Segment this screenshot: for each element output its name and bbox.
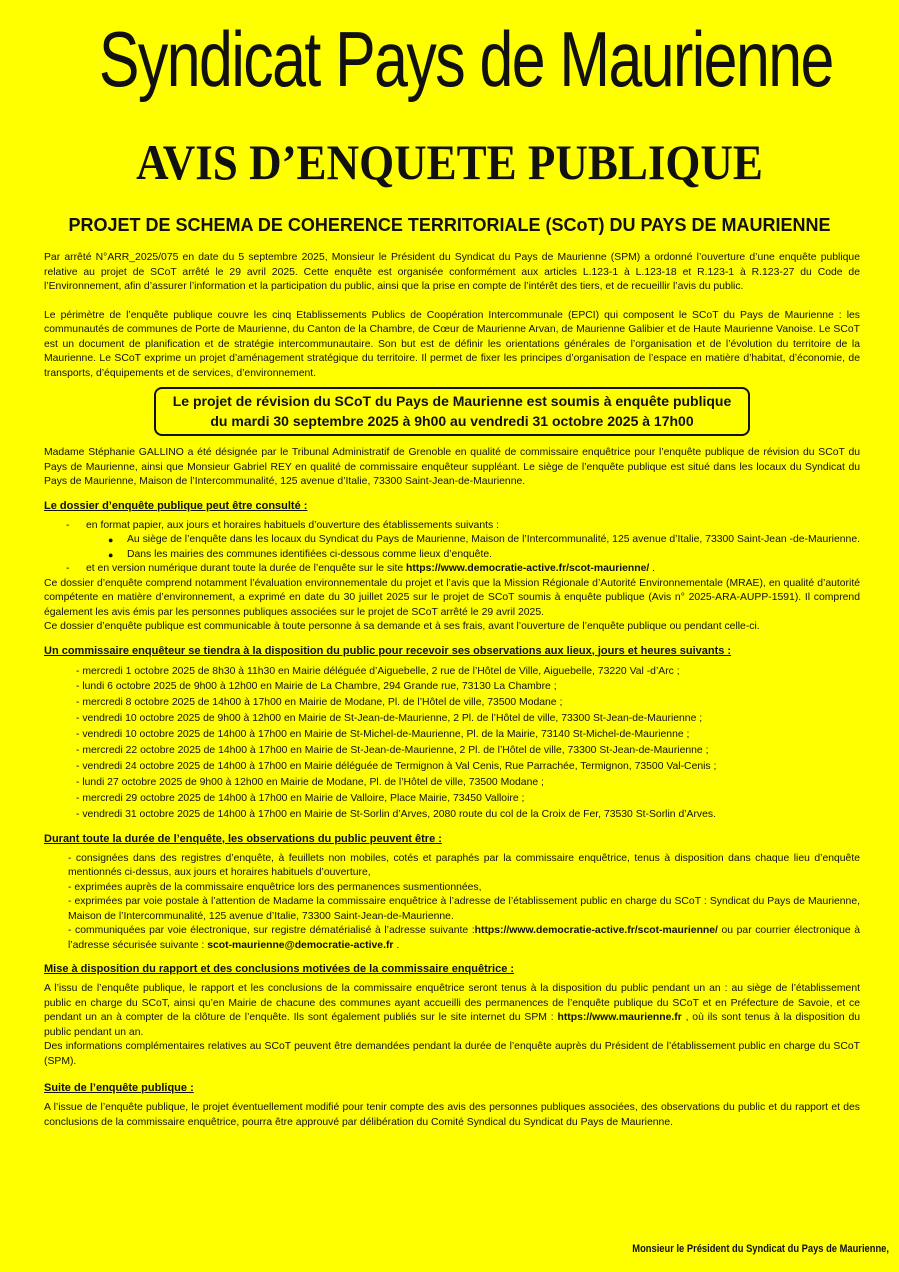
enquiry-box-line-2: du mardi 30 septembre 2025 à 9h00 au vendredi 31 octobre 2025 à 17h00 (210, 413, 694, 429)
bullet-icon: ● (108, 549, 114, 560)
rapport-suffix: , où ils sont tenus à la disposition du public pendant un an. (44, 1012, 860, 1038)
list-item: - lundi 6 octobre 2025 de 9h00 à 12h00 en Mairie de La Chambre, 294 Grande rue, 73130 La Chambre ; (76, 681, 557, 693)
list-item: - lundi 27 octobre 2025 de 9h00 à 12h00 en Mairie de Modane, Pl. de l’Hôtel de ville, 73500 Modane ; (76, 776, 544, 788)
list-item: - mercredi 22 octobre 2025 de 14h00 à 17h00 en Mairie de St-Jean-de-Maurienne, 2 Pl. de l’Hôtel de ville, 73300 St-Jean-de-Maurienne ; (76, 745, 709, 757)
organisation-title: Syndicat Pays de Maurienne (98, 15, 833, 103)
registry-email-link[interactable]: scot-maurienne@democratie-active.fr (207, 939, 394, 951)
dash-marker: - (66, 563, 70, 574)
observation-electronic-suffix: . (393, 939, 400, 951)
observation-item-postal: - exprimées par voie postale à l’attention de Madame la commissaire enquêtrice à l’adresse de l’établissement public en charge du SCoT : Syndicat du Pays de Maurienne, Maison de l’Intercommunalité, 125 avenue d’Italie, 73300 Saint-Jean-de-Maurienne. (68, 896, 860, 922)
bullet-icon: ● (108, 535, 114, 545)
dossier-digital-suffix: . (649, 563, 656, 574)
list-item: - mercredi 8 octobre 2025 de 14h00 à 17h00 en Mairie de Modane, Pl. de l’Hôtel de ville, 73500 Modane ; (76, 697, 563, 709)
observation-electronic-mid: ou par courrier électronique à l’adresse sécurisée suivante : (68, 925, 860, 951)
dossier-item-digital (44, 562, 860, 577)
permanences-list (44, 664, 860, 823)
enquiry-dates-box (154, 387, 750, 436)
intro-paragraph-1: Par arrêté N°ARR_2025/075 en date du 5 septembre 2025, Monsieur le Président du Syndicat du Pays de Maurienne (SPM) a ordonné l’ouverture d’une enquête publique relative au projet de SCoT arrêté le 29 avril 2025. Cette enquête est organisée conformément aux articles L.123-1 à L.123-18 et R.123-1 à R.123-27 du Code de l’Environnement, afin d’assurer l’information et la participation du public, ainsi que la prise en compte de l’intérêt des tiers, et de recueillir l’avis du public. (44, 252, 860, 292)
dossier-sub-item-mairies (44, 548, 860, 563)
permanences-heading: Un commissaire enquêteur se tiendra à la disposition du public pour recevoir ses observations aux lieux, jours et heures suivants : (44, 644, 732, 657)
spm-website-link[interactable]: https://www.maurienne.fr (557, 1012, 682, 1024)
dossier-sub-item-mairies-text: Dans les mairies des communes identifiées ci-dessous comme lieux d’enquête. (127, 548, 492, 560)
list-item: - vendredi 24 octobre 2025 de 14h00 à 17h00 en Mairie déléguée de Termignon à Val Cenis, Rue Parrachée, Termignon, 73500 Val-Cenis ; (76, 760, 717, 772)
list-item: - mercredi 1 octobre 2025 de 8h30 à 11h30 en Mairie déléguée d’Aiguebelle, 2 rue de l’Hôtel de Ville, Aiguebelle, 73220 Val -d’Arc ; (76, 665, 680, 677)
observation-item-registers: - consignées dans des registres d’enquête, à feuillets non mobiles, cotés et paraphés par la commissaire enquêtrice, tenus à disposition dans chaque lieu d’enquête mentionnés ci-dessus, aux jours et horaires habituels d’ouverture, (68, 852, 860, 879)
list-item: - vendredi 10 octobre 2025 de 9h00 à 12h00 en Mairie de St-Jean-de-Maurienne, 2 Pl. de l’Hôtel de ville, 73300 St-Jean-de-Maurienne ; (76, 713, 703, 725)
rapport-text: A l’issu de l’enquête publique, le rapport et les conclusions de la commissaire enquêtrice seront tenus à la disposition du public pendant un an : au siège de l’établissement public en charge du SCoT, ainsi qu’en Mairie de chacune des communes ayant accueilli des permanences de l’enquête publique du SCoT et en Préfecture de Savoie, et ce pendant un an à compter de la clôture de l’enquête. Ils sont également publiés sur le site internet du SPM : (44, 983, 860, 1024)
dossier-item-paper-text: en format papier, aux jours et horaires habituels d’ouverture des établissements suivants : (86, 519, 499, 531)
commissioner-paragraph: Madame Stéphanie GALLINO a été désignée par le Tribunal Administratif de Grenoble en qualité de commissaire enquêtrice pour l’enquête publique de révision du SCoT du Pays de Maurienne, ainsi que Monsieur Gabriel REY en qualité de commissaire enquêteur suppléant. Le siège de l’enquête publique est situé dans les locaux du Syndicat du Pays de Maurienne, Maison de l’Intercommunalité, 125 avenue d’Italie, 73300 Saint-Jean-de-Maurienne. (44, 447, 860, 487)
dossier-heading: Le dossier d’enquête publique peut être consulté : (44, 499, 308, 512)
suite-paragraph: A l’issue de l’enquête publique, le projet éventuellement modifié pour tenir compte des avis des personnes publiques associées, des observations du public et du rapport et des conclusions de la commissaire enquêtrice, pourra être approuvé par délibération du Comité Syndical du Syndicat du Pays de Maurienne. (44, 1102, 860, 1128)
observations-heading: Durant toute la durée de l’enquête, les observations du public peuvent être : (44, 832, 442, 845)
list-item: - vendredi 31 octobre 2025 de 14h00 à 17h00 en Mairie de St-Sorlin d’Arves, 2080 route du col de la Croix de Fer, 73530 St-Sorlin d’Arves. (76, 808, 716, 820)
dossier-sub-item-seat (44, 533, 860, 548)
rapport-heading: Mise à disposition du rapport et des conclusions motivées de la commissaire enquêtrice : (44, 963, 515, 976)
observations-list (44, 852, 860, 954)
project-title: PROJET DE SCHEMA DE COHERENCE TERRITORIALE (SCoT) DU PAYS DE MAURIENNE (68, 215, 831, 235)
dash-marker: - (66, 519, 70, 531)
notice-body (44, 251, 860, 1130)
mrae-paragraph: Ce dossier d’enquête comprend notamment l’évaluation environnementale du projet et l’avis que la Mission Régionale d’Autorité Environnementale (MRAE), en qualité d’autorité compétente en matière d’environnement, a exprimé en date du 30 juillet 2025 sur le projet de SCoT soumis à enquête publique (Avis n° 2025-ARA-AUPP-1591). Il comprend également les avis émis par les personnes publiques associées sur le projet de SCoT arrêté le 29 avril 2025. (44, 577, 860, 618)
dossier-website-link[interactable]: https://www.democratie-active.fr/scot-maurienne/ (406, 563, 650, 574)
observation-electronic-text: - communiquées par voie électronique, sur registre dématérialisé à l’adresse suivante : (68, 925, 475, 937)
dossier-sub-item-seat-text: Au siège de l’enquête dans les locaux du Syndicat du Pays de Maurienne, Maison de l’Intercommunalité, 125 avenue d’Italie, 73300 Saint-Jean -de-Maurienne. (127, 534, 860, 545)
rapport-paragraph-1 (44, 982, 860, 1040)
signature: Monsieur le Président du Syndicat du Pays de Maurienne, (632, 1243, 889, 1255)
notice-title: AVIS D’ENQUETE PUBLIQUE (136, 134, 763, 190)
registry-website-link[interactable]: https://www.democratie-active.fr/scot-maurienne/ (474, 925, 718, 937)
rapport-paragraph-2: Des informations complémentaires relatives au SCoT peuvent être demandées pendant la durée de l’enquête auprès du Président de l’établissement public en charge du SCoT (SPM). (44, 1041, 860, 1067)
list-item: - vendredi 10 octobre 2025 de 14h00 à 17h00 en Mairie de St-Michel-de-Maurienne, Pl. de la Mairie, 73140 St-Michel-de-Maurienne ; (76, 729, 690, 741)
communicable-paragraph: Ce dossier d’enquête publique est communicable à toute personne à sa demande et à ses frais, avant l’ouverture de l’enquête publique ou pendant celle-ci. (44, 621, 760, 632)
enquiry-box-line-1: Le projet de révision du SCoT du Pays de Maurienne est soumis à enquête publique (172, 393, 732, 409)
dossier-digital-text: et en version numérique durant toute la durée de l’enquête sur le site (86, 563, 407, 574)
observation-item-electronic (68, 924, 860, 953)
intro-paragraph-2: Le périmètre de l’enquête publique couvre les cinq Etablissements Publics de Coopération Intercommunale (EPCI) qui composent le SCoT du Pays de Maurienne : les communautés de communes de Porte de Maurienne, du Canton de la Chambre, de Cœur de Maurienne Arvan, de Maurienne Galibier et de Haute Maurienne Vanoise. Le SCoT est un document de planification et de stratégie intercommunautaire. Son but est de définir les orientations générales de l’organisation et de l’évolution du territoire de la Maurienne. Le SCoT exprime un projet d’aménagement stratégique du territoire. Il permet de fixer les principes d’organisation de l’espace en matière d’habitat, d’économie, de transports, d’équipements et de services, d’environnement. (44, 309, 860, 379)
observation-item-permanences: - exprimées auprès de la commissaire enquêtrice lors des permanences susmentionnées, (68, 881, 482, 893)
list-item: - mercredi 29 octobre 2025 de 14h00 à 17h00 en Mairie de Valloire, Place Mairie, 73450 Valloire ; (76, 792, 525, 804)
dossier-item-paper (44, 519, 860, 534)
suite-heading: Suite de l’enquête publique : (44, 1082, 194, 1095)
